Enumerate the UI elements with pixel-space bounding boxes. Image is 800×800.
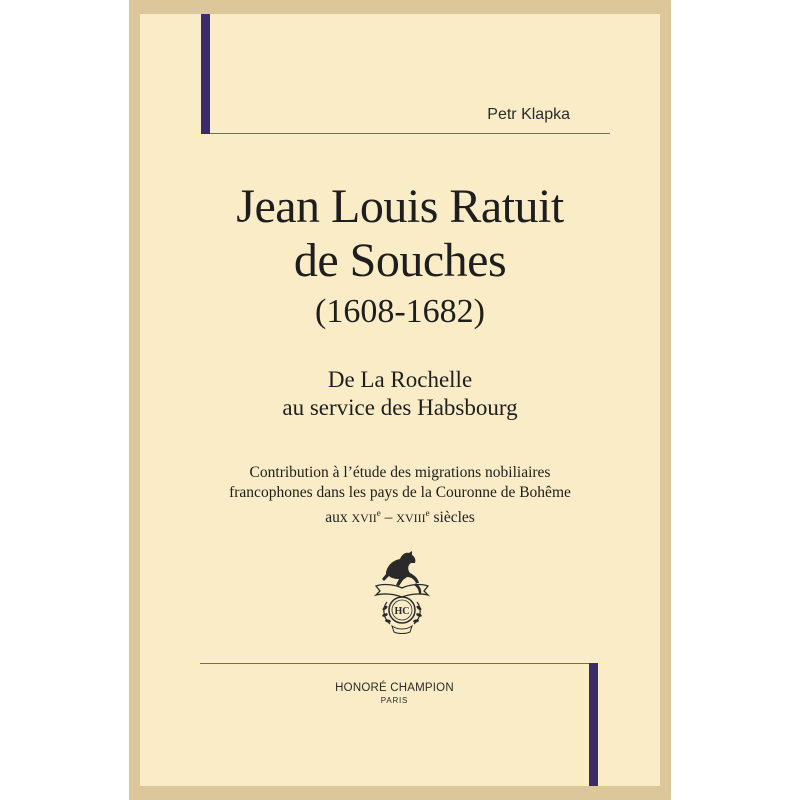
description-block [140, 463, 660, 528]
century-18-sup: e [425, 508, 430, 518]
subtitle-line-2: au service des Habsbourg [282, 395, 518, 420]
title-line-2: de Souches [293, 234, 507, 287]
title-block [140, 180, 660, 332]
description-suffix: siècles [429, 509, 475, 527]
description-line-3 [140, 503, 660, 528]
accent-bar-top [201, 14, 210, 134]
logo-monogram: HC [394, 606, 410, 617]
cover-panel [140, 14, 660, 786]
publisher-city: PARIS [380, 696, 409, 705]
century-18: XVIII [396, 511, 426, 526]
rule-bottom [200, 663, 589, 664]
publisher-block [200, 681, 589, 707]
horse-emblem-icon [366, 542, 438, 636]
subtitle-block [140, 366, 660, 422]
description-prefix: aux [325, 509, 352, 527]
author-name: Petr Klapka [487, 106, 570, 123]
subtitle-line-1: De La Rochelle [327, 367, 473, 392]
book-cover [129, 0, 671, 800]
century-dash: – [380, 509, 397, 527]
title-line-1: Jean Louis Ratuit [236, 180, 564, 233]
description-line-1: Contribution à l’étude des migrations nobiliaires [249, 464, 551, 481]
publisher-name: HONORÉ CHAMPION [335, 682, 454, 694]
century-17: XVII [351, 511, 377, 526]
century-17-sup: e [376, 508, 381, 518]
title-dates: (1608-1682) [315, 293, 485, 330]
description-line-2: francophones dans les pays de la Couronne de Bohême [229, 484, 571, 501]
rule-top [210, 133, 610, 134]
accent-bar-bottom [589, 663, 598, 786]
